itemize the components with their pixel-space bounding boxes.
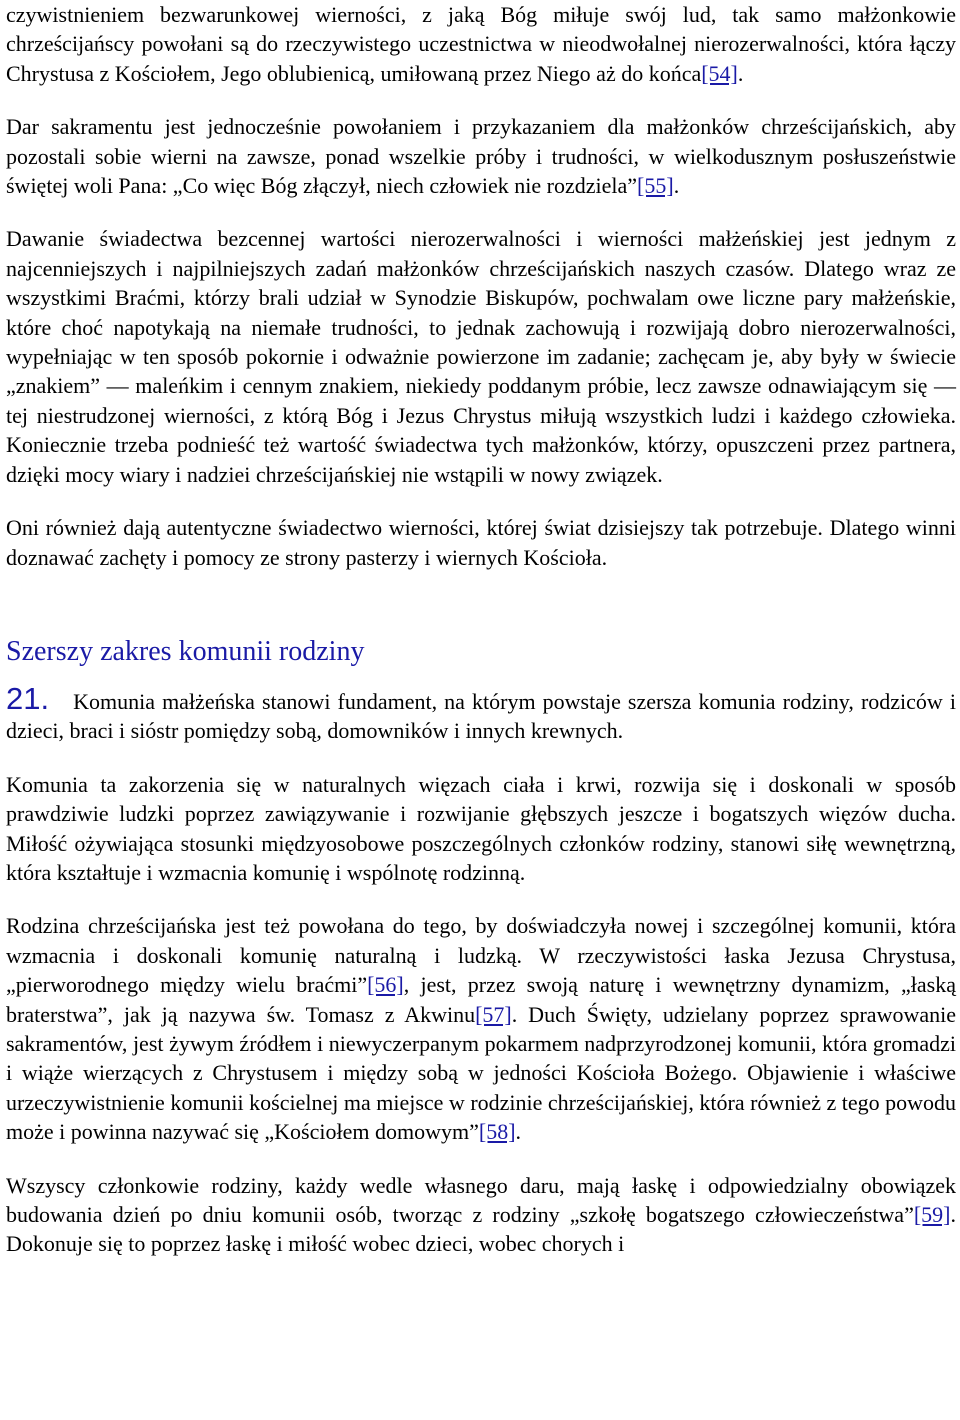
- paragraph-text: . Dokonuje się to poprzez łaskę i miłość wobec dzieci, wobec chorych i: [6, 1202, 956, 1257]
- section-title: Szerszy zakres komunii rodziny: [6, 635, 365, 667]
- paragraph-fidelity: [6, 0, 956, 88]
- paragraph-text: Komunia małżeńska stanowi fundament, na którym powstaje szersza komunia rodziny, rodziców i dzieci, braci i sióstr pomiędzy sobą, domowników i innych krewnych.: [6, 688, 956, 744]
- paragraph-number: 21.: [6, 680, 50, 716]
- paragraph-text: Wszyscy członkowie rodziny, każdy wedle własnego daru, mają łaskę i odpowiedzialny obowiązek budowania dzień po dniu komunii osób, tworząc z rodziny „szkołę bogatszego człowieczeństwa”: [6, 1172, 956, 1227]
- paragraph-christian-family: [6, 911, 956, 1146]
- paragraph-text: .: [737, 60, 744, 86]
- paragraph-communion-roots: Komunia ta zakorzenia się w naturalnych więzach ciała i krwi, rozwija się i doskonali w sposób prawdziwie ludzki poprzez zawiązywanie i rozwijanie głębszych jeszcze i bogatszych więzów ducha. Miłość ożywiająca stosunki międzyosobowe poszczególnych członków rodziny, stanowi siłę wewnętrzną, która kształtuje i wzmacnia komunię i wspólnotę rodzinną.: [6, 771, 956, 885]
- paragraph-21: [6, 680, 956, 746]
- footnote-link-57[interactable]: [57]: [475, 1001, 512, 1027]
- footnote-link-58[interactable]: [58]: [478, 1119, 516, 1145]
- paragraph-witness: Dawanie świadectwa bezcennej wartości nierozerwalności i wierności małżeńskiej jest jednym z najcenniejszych i najpilniejszych zadań małżonków chrześcijańskich naszych czasów. Dlatego wraz ze wszystkimi Braćmi, którzy brali udział w Synodzie Biskupów, pochwalam owe liczne pary małżeńskie, które choć napotykają na niemałe trudności, to jednak zachowują i rozwijają dobro nierozerwalności, wypełniając w ten sposób pokornie i odważnie powierzone im zadanie; zachęcam je, aby były w świecie „znakiem” — maleńkim i cennym znakiem, niekiedy poddanym próbie, lecz zawsze odnawiającym się — tej niestrudzonej wierności, z którą Bóg i Jezus Chrystus miłują wszystkich ludzi i każdego człowieka. Koniecznie trzeba podnieść też wartość świadectwa tych małżonków, którzy, opuszczeni przez partnera, dzięki mocy wiary i nadziei chrześcijańskiej nie wstąpili w nowy związek.: [6, 226, 956, 487]
- paragraph-sacrament-gift: [6, 112, 956, 200]
- paragraph-text: .: [673, 173, 680, 199]
- footnote-link-55[interactable]: [55]: [637, 173, 674, 199]
- paragraph-text: , jest, przez swoją naturę i wewnętrzny dynamizm, „łaską braterstwa”, jak ją nazywa św. Tomasz z Akwinu: [6, 972, 957, 1027]
- paragraph-family-members: [6, 1171, 956, 1259]
- footnote-link-54[interactable]: [54]: [701, 60, 738, 86]
- paragraph-text: . Duch Święty, udzielany poprzez sprawowanie sakramentów, jest żywym źródłem i niewyczerpanym pokarmem nadprzyrodzonej komunii, która gromadzi i wiąże wierzących z Chrystusem i między sobą w jedności Kościoła Bożego. Objawienie i właściwe urzeczywistnienie komunii kościelnej ma miejsce w rodzinie chrześcijańskiej, która również z tego powodu może i powinna nazywać się „Kościołem domowym”: [6, 1001, 956, 1145]
- paragraph-authentic-witness: Oni również dają autentyczne świadectwo wierności, której świat dzisiejszy tak potrzebuje. Dlatego winni doznawać zachęty i pomocy ze strony pasterzy i wiernych Kościoła.: [6, 515, 956, 570]
- footnote-link-59[interactable]: [59]: [913, 1202, 951, 1227]
- paragraph-text: Dar sakramentu jest jednocześnie powołaniem i przykazaniem dla małżonków chrześcijańskich, aby pozostali sobie wierni na zawsze, ponad wszelkie próby i trudności, w wielkodusznym posłuszeństwie świętej woli Pana: „Co więc Bóg złączył, niech człowiek nie rozdziela”: [6, 114, 956, 199]
- paragraph-text: Rodzina chrześcijańska jest też powołana do tego, by doświadczyła nowej i szczególnej komunii, która wzmacnia i doskonali komunię naturalną i ludzką. W rzeczywistości łaska Jezusa Chrystusa, „pierworodnego między wielu braćmi”: [6, 913, 956, 998]
- paragraph-text: czywistnieniem bezwarunkowej wierności, z jaką Bóg miłuje swój lud, tak samo małżonkowie chrześcijańscy powołani są do rzeczywistego uczestnictwa w nieodwołalnej nierozerwalności, która łączy Chrystusa z Kościołem, Jego oblubienicą, umiłowaną przez Niego aż do końca: [6, 2, 956, 86]
- footnote-link-56[interactable]: [56]: [367, 972, 404, 998]
- paragraph-text: .: [515, 1119, 522, 1145]
